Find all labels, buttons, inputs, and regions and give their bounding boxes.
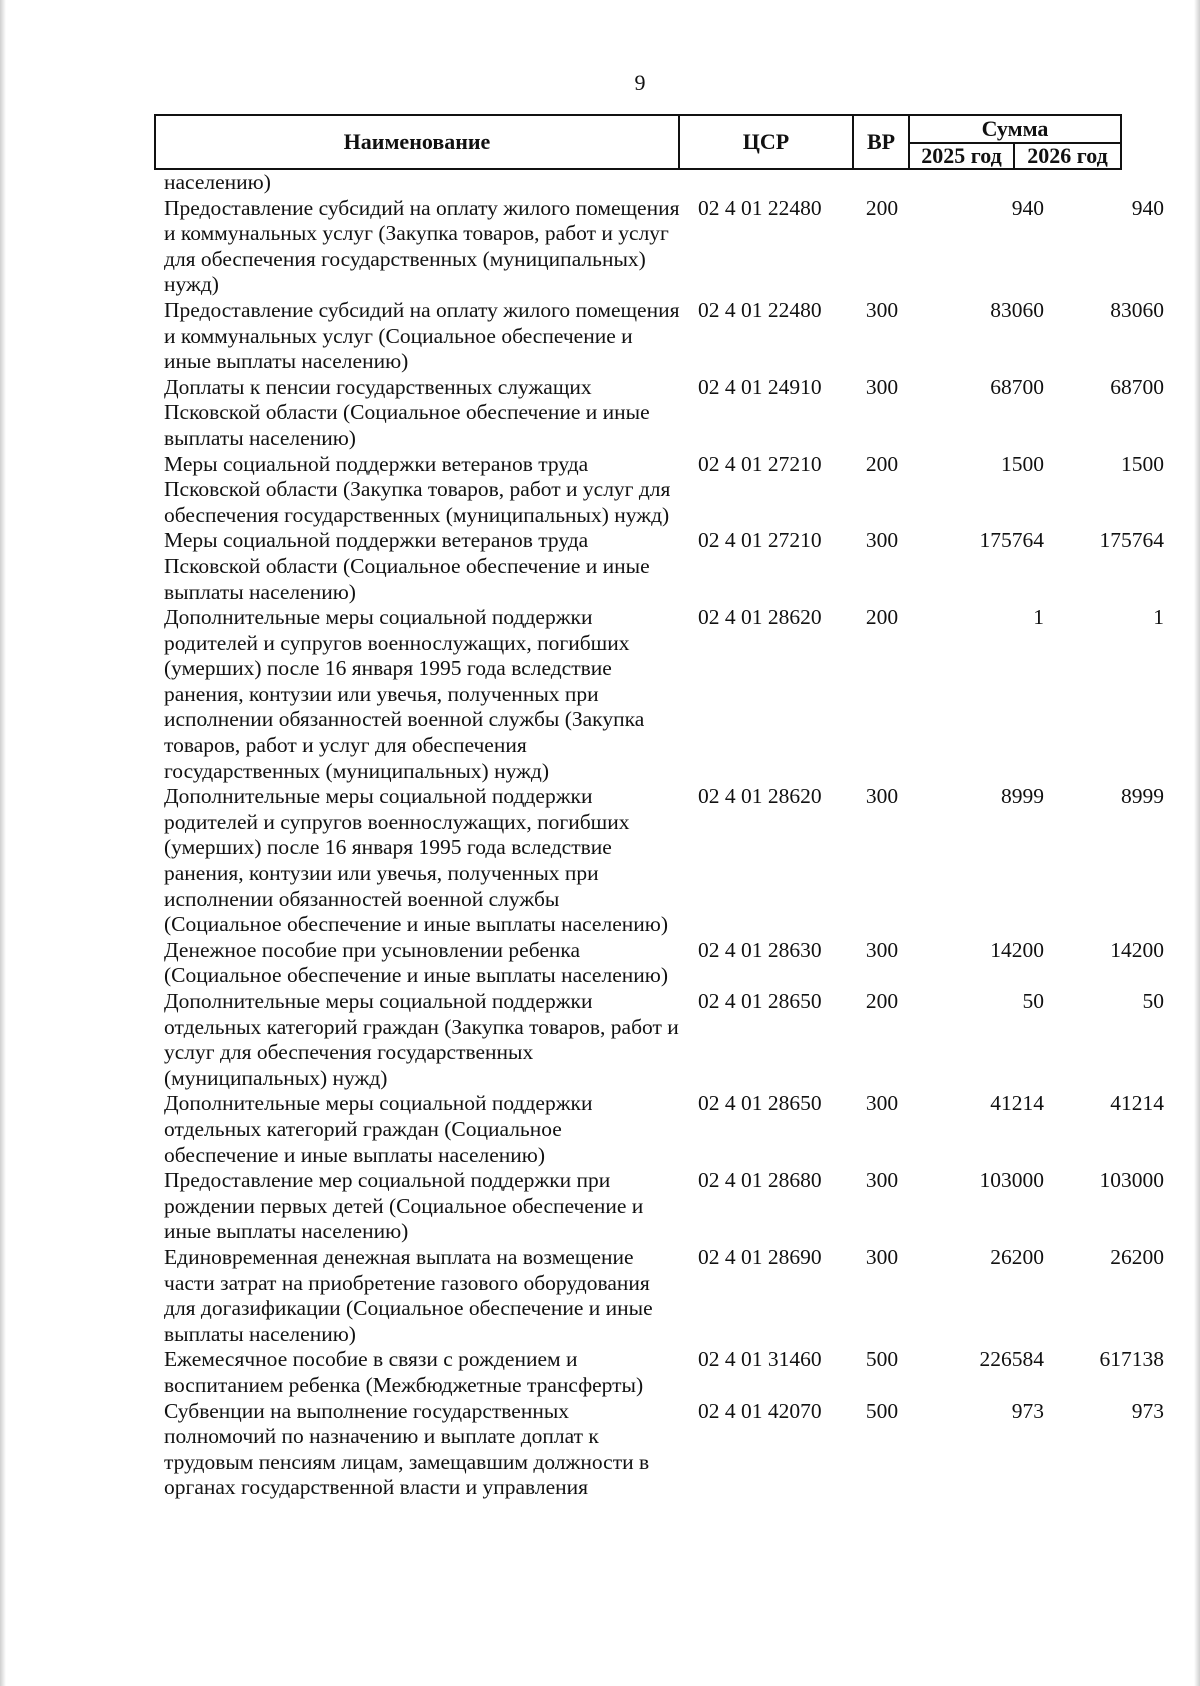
table-row — [164, 1347, 1164, 1398]
row-name: Дополнительные меры социальной поддержки отдельных категорий граждан (Закупка товаров, работ и услуг для обеспечения государственных (муниципальных) нужд) — [164, 989, 679, 1090]
row-vr: 300 — [865, 1091, 899, 1116]
table-header — [154, 114, 1122, 170]
row-csr: 02 4 01 22480 — [698, 297, 822, 322]
row-vr: 500 — [865, 1347, 899, 1372]
row-name: Дополнительные меры социальной поддержки родителей и супругов военнослужащих, погибших (умерших) после 16 января 1995 года вследствие ранения, контузии или увечья, полученных при исполнении обязанностей военной службы (Социальное обеспечение и иные выплаты населению) — [164, 784, 668, 937]
header-vr: ВР — [854, 116, 910, 168]
row-csr: 02 4 01 31460 — [698, 1347, 822, 1372]
row-sum-2026: 175764 — [1099, 528, 1164, 553]
row-vr: 300 — [865, 937, 899, 962]
table-row — [164, 605, 1164, 784]
row-name: Меры социальной поддержки ветеранов труда Псковской области (Социальное обеспечение и иные выплаты населению) — [164, 528, 650, 604]
scan-edge-left — [0, 0, 6, 1686]
row-vr: 300 — [865, 528, 899, 553]
row-csr: 02 4 01 28650 — [698, 1091, 822, 1116]
row-sum-2026: 973 — [1131, 1398, 1164, 1423]
row-sum-2026: 103000 — [1099, 1168, 1164, 1193]
table-row — [164, 989, 1164, 1091]
row-name: Дополнительные меры социальной поддержки родителей и супругов военнослужащих, погибших (умерших) после 16 января 1995 года вследствие ранения, контузии или увечья, полученных при исполнении обязанностей военной службы (Закупка товаров, работ и услуг для обеспечения государственных (муниципальных) нужд) — [164, 605, 645, 783]
row-sum-2026: 50 — [1142, 989, 1164, 1013]
row-sum-2025: 973 — [1011, 1398, 1044, 1423]
row-vr: 200 — [865, 451, 899, 476]
row-name: Дополнительные меры социальной поддержки отдельных категорий граждан (Социальное обеспечение и иные выплаты населению) — [164, 1091, 593, 1167]
table-row — [164, 374, 1164, 452]
row-vr: 500 — [865, 1398, 899, 1423]
row-name: Единовременная денежная выплата на возмещение части затрат на приобретение газового оборудования для догазификации (Социальное обеспечение и иные выплаты населению) — [164, 1244, 653, 1346]
row-sum-2025: 226584 — [979, 1347, 1044, 1372]
row-vr: 300 — [865, 374, 899, 399]
row-sum-2025: 1 — [1033, 605, 1044, 630]
row-vr: 300 — [865, 1168, 899, 1193]
row-vr: 300 — [865, 297, 899, 322]
row-vr: 200 — [865, 989, 899, 1013]
row-sum-2025: 50 — [1022, 989, 1044, 1013]
row-sum-2026: 940 — [1131, 195, 1164, 220]
page-number: 9 — [634, 70, 646, 95]
header-name: Наименование — [156, 116, 680, 168]
row-csr: 02 4 01 28690 — [698, 1244, 822, 1269]
row-csr: 02 4 01 27210 — [698, 528, 822, 553]
row-name: Меры социальной поддержки ветеранов труда Псковской области (Закупка товаров, работ и услуг для обеспечения государственных (муниципальных) нужд) — [164, 451, 671, 527]
row-csr: 02 4 01 28620 — [698, 605, 822, 630]
row-sum-2025: 41214 — [990, 1091, 1044, 1116]
row-sum-2025: 68700 — [990, 374, 1044, 399]
row-sum-2026: 8999 — [1121, 784, 1164, 809]
row-name: Предоставление субсидий на оплату жилого помещения и коммунальных услуг (Социальное обеспечение и иные выплаты населению) — [164, 297, 680, 374]
row-vr: 200 — [865, 195, 899, 220]
header-sum: Сумма — [910, 116, 1120, 144]
row-vr: 300 — [865, 784, 899, 809]
row-sum-2025: 14200 — [990, 937, 1044, 962]
row-sum-2025: 1500 — [1001, 451, 1044, 476]
row-csr: 02 4 01 42070 — [698, 1398, 822, 1423]
row-csr: 02 4 01 22480 — [698, 195, 822, 220]
row-sum-2026: 1 — [1153, 605, 1164, 630]
row-sum-2026: 41214 — [1110, 1091, 1164, 1116]
row-csr: 02 4 01 24910 — [698, 374, 822, 399]
row-sum-2026: 26200 — [1110, 1244, 1164, 1269]
row-sum-2026: 617138 — [1099, 1347, 1164, 1372]
row-sum-2026: 83060 — [1110, 297, 1164, 322]
row-name: населению) — [164, 170, 271, 194]
table-row — [164, 195, 1164, 298]
table-row — [164, 1091, 1164, 1168]
row-sum-2025: 83060 — [990, 297, 1044, 322]
table-body — [164, 170, 1164, 1501]
table-row — [164, 528, 1164, 605]
row-vr: 300 — [865, 1244, 899, 1269]
row-sum-2026: 68700 — [1110, 374, 1164, 399]
header-year-2026: 2026 год — [1027, 143, 1108, 168]
table-row — [164, 1168, 1164, 1245]
header-csr: ЦСР — [680, 116, 854, 168]
row-name: Предоставление субсидий на оплату жилого помещения и коммунальных услуг (Закупка товаров, работ и услуг для обеспечения государственных (муниципальных) нужд) — [164, 195, 680, 297]
table-row — [164, 1244, 1164, 1347]
row-sum-2026: 1500 — [1121, 451, 1164, 476]
row-csr: 02 4 01 28680 — [698, 1168, 822, 1193]
row-vr: 200 — [865, 605, 899, 630]
header-year-2025: 2025 год — [910, 144, 1015, 168]
scan-edge-right — [1194, 0, 1200, 1686]
row-csr: 02 4 01 28650 — [698, 989, 822, 1013]
row-sum-2025: 8999 — [1001, 784, 1044, 809]
row-sum-2025: 175764 — [979, 528, 1044, 553]
row-sum-2025: 103000 — [979, 1168, 1044, 1193]
row-name: Доплаты к пенсии государственных служащих Псковской области (Социальное обеспечение и иные выплаты населению) — [164, 374, 650, 450]
row-name: Денежное пособие при усыновлении ребенка (Социальное обеспечение и иные выплаты населению) — [164, 937, 668, 988]
row-sum-2025: 940 — [1011, 195, 1044, 220]
row-csr: 02 4 01 27210 — [698, 451, 822, 476]
table-row — [164, 1398, 1164, 1501]
row-sum-2026: 14200 — [1110, 937, 1164, 962]
table-row — [164, 451, 1164, 529]
table-row — [164, 784, 1164, 938]
table-row — [164, 170, 1124, 196]
row-name: Ежемесячное пособие в связи с рождением и воспитанием ребенка (Межбюджетные трансферты) — [164, 1347, 644, 1397]
row-csr: 02 4 01 28630 — [698, 937, 822, 962]
row-name: Субвенции на выполнение государственных полномочий по назначению и выплате доплат к трудовым пенсиям лицам, замещавшим должности в органах государственной власти и управления — [164, 1398, 650, 1500]
row-csr: 02 4 01 28620 — [698, 784, 822, 809]
table-row — [164, 937, 1164, 989]
row-name: Предоставление мер социальной поддержки при рождении первых детей (Социальное обеспечение и иные выплаты населению) — [164, 1168, 644, 1244]
table-row — [164, 297, 1164, 375]
row-sum-2025: 26200 — [990, 1244, 1044, 1269]
